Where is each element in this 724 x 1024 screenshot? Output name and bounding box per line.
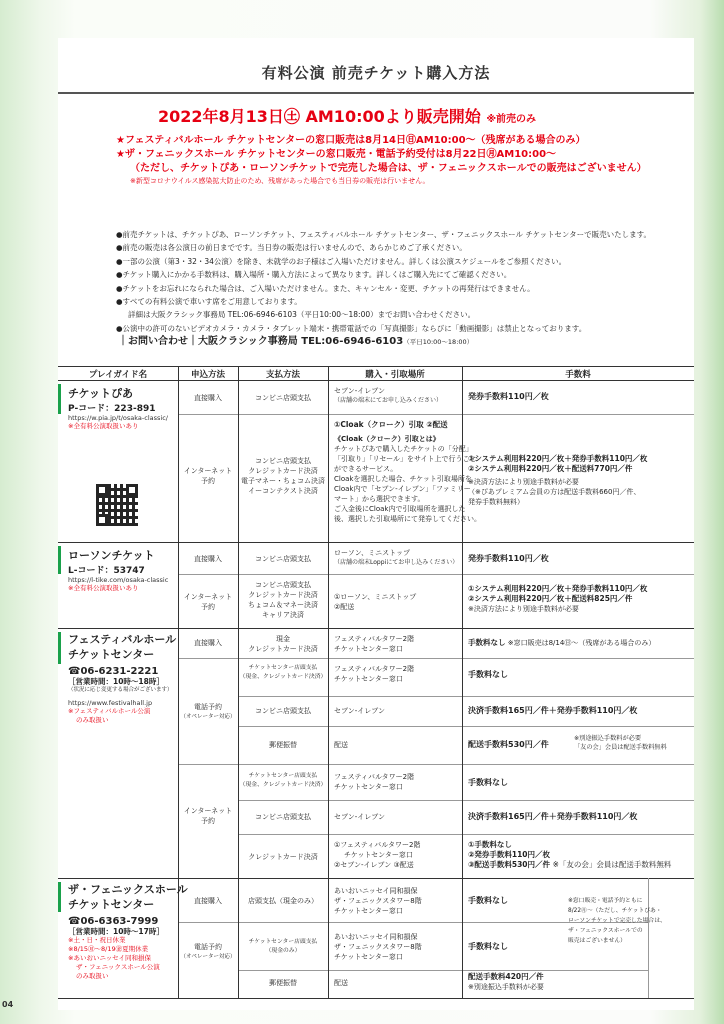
- page-header: [58, 38, 694, 94]
- payment-line: （現金、クレジットカード決済）: [239, 782, 327, 788]
- method-sub: （オペレーター対応）: [180, 714, 236, 720]
- payment-line: キャリア決済: [262, 611, 304, 619]
- payment: コンビニ店頭支払: [255, 813, 311, 821]
- fee: 配送手数料530円／件: [468, 740, 549, 749]
- page: [58, 38, 694, 1010]
- payment-line: 電子マネー・ちょコム決済: [241, 477, 325, 485]
- red-notice: ※新型コロナウイルス感染拡大防止のため、残席があった場合でも当日券の販売は行いません。: [130, 177, 430, 185]
- vendor-note: ※全有料公演取扱いあり: [68, 422, 139, 430]
- payment: クレジットカード決済: [248, 853, 318, 861]
- fee-note: [574, 734, 667, 752]
- place-line: あいおいニッセイ同和損保: [334, 887, 418, 895]
- method: 直接購入: [194, 394, 222, 402]
- payment: コンビニ店頭支払: [255, 707, 311, 715]
- place-line: フェスティバルタワー2階: [334, 635, 415, 643]
- place-line: あいおいニッセイ同和損保: [334, 933, 418, 941]
- place-line: （店舗の端末にてお申し込みください）: [334, 397, 443, 404]
- fee: [468, 840, 671, 870]
- method-line: 予約: [201, 817, 215, 825]
- method-line: 電話予約: [194, 943, 222, 951]
- vendor-lawson: [68, 548, 168, 593]
- method-line: インターネット: [183, 593, 233, 601]
- vendor-code: P-コード：223-891: [68, 404, 156, 414]
- place-line: ローソン、ミニストップ: [334, 549, 410, 557]
- place-line: チケットセンター窓口: [334, 675, 403, 683]
- fee-line: 手数料なし: [468, 638, 506, 647]
- place: [334, 548, 458, 568]
- fee: 手数料なし: [468, 942, 508, 951]
- place-line: 後、選択した引取場所にて発券してください。: [334, 515, 481, 523]
- sale-note: ※前売のみ: [486, 114, 537, 125]
- vendor-url: https://w.pia.jp/t/osaka-classic/: [68, 414, 168, 422]
- fee: 手数料なし: [468, 778, 508, 787]
- place: セブン-イレブン: [334, 707, 385, 715]
- vendor-url: https://l-tike.com/osaka-classic: [68, 576, 169, 584]
- sale-start: [158, 104, 536, 127]
- fee-line: ②システム利用料220円／枚＋配送料825円／件: [468, 594, 633, 603]
- fee: [468, 454, 647, 507]
- vendor-name-line: フェスティバルホール: [68, 633, 177, 646]
- page-number: 04: [2, 1000, 14, 1009]
- fee-note: ※決済方法により別途手数料が必要: [468, 478, 579, 486]
- vendor-hours: ［営業時間：10時～17時］: [68, 927, 164, 936]
- method: 直接購入: [194, 555, 222, 563]
- method: [178, 702, 238, 722]
- vendor-code: L-コード：53747: [68, 566, 145, 576]
- contact-line: [118, 332, 473, 347]
- payment: [238, 664, 328, 682]
- phoenix-side-note: [568, 896, 666, 946]
- payment: [238, 580, 328, 620]
- vendor-name-line: チケットセンター: [68, 648, 155, 661]
- side-note-line: 8/22㊊～（ただし、チケットぴあ・: [568, 908, 662, 914]
- payment-line: クレジットカード決済: [248, 645, 318, 653]
- place: [334, 840, 420, 870]
- place-line: チケットセンター窓口: [334, 645, 403, 653]
- bullet-list: [116, 228, 686, 335]
- place-line: ①フェスティバルタワー2階: [334, 841, 421, 849]
- vendor-name: ローソンチケット: [68, 549, 155, 562]
- bullet-item: ●すべての有料公演で車いす席をご用意しております。: [116, 297, 302, 307]
- payment: [238, 456, 328, 496]
- place: [334, 772, 414, 792]
- payment: 店頭支払（現金のみ）: [248, 897, 318, 905]
- vendor-festival: [68, 632, 176, 725]
- vendor-closed: ※8/15㊊～8/19㊎夏期休業: [68, 945, 149, 953]
- payment-line: （現金のみ）: [265, 948, 301, 954]
- place-line: セブン-イレブン: [334, 387, 385, 395]
- fee: [468, 584, 647, 614]
- payment: [238, 634, 328, 654]
- payment: コンビニ店頭支払: [255, 555, 311, 563]
- place-line: チケットセンター窓口: [334, 907, 403, 915]
- place-line: ができるサービス。: [334, 465, 398, 473]
- fee-line: ②発券手数料110円／枚: [468, 850, 551, 859]
- place-line: チケットセンター窓口: [334, 953, 403, 961]
- fee-line: [468, 860, 671, 870]
- red-notice: ★フェスティバルホール チケットセンターの窓口販売は8月14日㊐AM10:00～（残席がある場合のみ）: [116, 135, 586, 146]
- method: [178, 942, 238, 962]
- vendor-pia: [68, 386, 168, 431]
- fee-note: 発券手数料無料）: [468, 498, 524, 506]
- fee-note-line: ※別途振込手数料が必要: [574, 735, 642, 742]
- fee-note-line: 「友の会」会員は配送手数料無料: [574, 744, 667, 751]
- fee-line: ①システム利用料220円／枚＋発券手数料110円／枚: [468, 584, 648, 593]
- place: [334, 932, 422, 962]
- qr-code: [96, 484, 138, 526]
- side-note-line: ローソンチケットで完売した場合は、: [568, 918, 666, 924]
- payment-line: イーコンテクスト決済: [248, 487, 318, 495]
- place: [334, 592, 416, 612]
- vendor-tel: ☎06-6363-7999: [68, 916, 159, 927]
- place-line: 《Cloak（クローク）引取とは》: [334, 435, 440, 443]
- bullet-item: ●公演中の許可のないビデオカメラ・カメラ・タブレット端末・携帯電話での「写真撮影」ならびに「動画撮影」は禁止となっております。: [116, 323, 587, 333]
- bullet-item: ●前売の販売は各公演日の前日までです。当日券の販売は行いませんので、あらかじめご了承ください。: [116, 243, 467, 253]
- fee: 決済手数料165円／件＋発券手数料110円／枚: [468, 812, 638, 821]
- fee: 決済手数料165円／件＋発券手数料110円／枚: [468, 706, 638, 715]
- vendor-name: チケットぴあ: [68, 387, 134, 400]
- header-vendor: プレイガイド名: [88, 370, 148, 380]
- payment: 郵便振替: [269, 741, 297, 749]
- place-line: フェスティバルタワー2階: [334, 773, 415, 781]
- vendor-note: ※あいおいニッセイ同和損保: [68, 954, 151, 962]
- ticket-table: [58, 366, 694, 998]
- payment-line: チケットセンター店頭支払: [248, 665, 318, 671]
- vendor-name-line: ザ・フェニックスホール: [68, 883, 188, 896]
- vendor-hours-note: （状況に応じ変更する場合がございます）: [68, 687, 173, 693]
- contact-label: ｜お問い合わせ｜大阪クラシック事務局 TEL:06-6946-6103: [118, 336, 404, 347]
- payment: [238, 772, 328, 790]
- header-place: 購入・引取場所: [365, 370, 425, 380]
- payment-line: チケットセンター店頭支払: [248, 939, 318, 945]
- place: [334, 634, 414, 654]
- fee-line: ②システム利用料220円／枚＋配送料770円／件: [468, 464, 633, 473]
- fee-line: ①手数料なし: [468, 840, 512, 849]
- payment: コンビニ店頭支払: [255, 394, 311, 402]
- vendor-note: ※全有料公演取扱いあり: [68, 584, 139, 592]
- method-sub: （オペレーター対応）: [180, 954, 236, 960]
- payment-line: クレジットカード決済: [248, 467, 318, 475]
- bullet-item: 詳細は大阪クラシック事務局 TEL:06-6946-6103（平日10:00～18:00）までお問い合わせください。: [128, 310, 476, 320]
- fee: 発券手数料110円／枚: [468, 392, 549, 401]
- place-line: （店舗の端末Loppiにてお申し込みください）: [334, 559, 459, 566]
- place: セブン-イレブン: [334, 813, 385, 821]
- side-note-line: ※窓口販売・電話予約ともに: [568, 898, 643, 904]
- fee-note: ※別途振込手数料が必要: [468, 983, 544, 991]
- vendor-note: のみ取扱い: [76, 716, 109, 724]
- method-line: 予約: [201, 477, 215, 485]
- payment-line: コンビニ店頭支払: [255, 457, 311, 465]
- header-fee: 手数料: [565, 370, 591, 380]
- vendor-tel: ☎06-6231-2221: [68, 666, 159, 677]
- red-notice: （ただし、チケットぴあ・ローソンチケットで完売した場合は、ザ・フェニックスホールでの販売はございません）: [130, 163, 647, 174]
- payment-line: クレジットカード決済: [248, 591, 318, 599]
- header-method: 申込方法: [190, 370, 225, 380]
- bullet-item: ●チケットをお忘れになられた場合は、ご入場いただけません。また、キャンセル・変更、チケットの再発行はできません。: [116, 283, 535, 293]
- place-line: チケットぴあで購入したチケットの「分配」: [334, 445, 473, 453]
- vendor-hours: ［営業時間：10時～18時］: [68, 677, 164, 686]
- vendor-name-line: チケットセンター: [68, 898, 155, 911]
- place-line: Cloak内で「セブン-イレブン」「ファミリー: [334, 485, 471, 493]
- fee-line-text: ③配送手数料530円／件: [468, 860, 551, 869]
- fee-note: （※ぴあプレミアム会員の方は配送手数料660円／件、: [468, 488, 641, 496]
- vendor-phoenix: [68, 882, 188, 981]
- fee-note: ※窓口販売は8/14㊐～（残席がある場合のみ）: [507, 639, 656, 647]
- header-payment: 支払方法: [265, 370, 300, 380]
- place: [334, 386, 442, 406]
- vendor-note: ※フェスティバルホール公演: [68, 707, 151, 715]
- method: 直接購入: [194, 897, 222, 905]
- fee: [468, 638, 655, 648]
- place: 配送: [334, 741, 348, 749]
- payment-line: チケットセンター店頭支払: [248, 773, 318, 779]
- fee-note: ※「友の会」会員は配送手数料無料: [552, 860, 672, 869]
- payment-line: ちょコム＆マネー決済: [248, 601, 318, 609]
- vendor-url: https://www.festivalhall.jp: [68, 699, 153, 707]
- method: [178, 592, 238, 612]
- place-line: ①ローソン、ミニストップ: [334, 593, 417, 601]
- method: 直接購入: [194, 639, 222, 647]
- method: [178, 466, 238, 486]
- place-line: ②配送: [334, 603, 355, 611]
- place-line: ザ・フェニックスタワー8階: [334, 943, 422, 951]
- method-line: 予約: [201, 603, 215, 611]
- fee: [468, 972, 544, 992]
- payment-line: 現金: [276, 635, 290, 643]
- method-line: 電話予約: [194, 703, 222, 711]
- place: [334, 886, 422, 916]
- bullet-item: ●一部の公演（第3・32・34公演）を除き、未就学のお子様はご入場いただけません。詳しくは公演スケジュールをご参照ください。: [116, 256, 567, 266]
- fee: 発券手数料110円／枚: [468, 554, 549, 563]
- place-line: マート」から選択できます。: [334, 495, 425, 503]
- red-notice: ★ザ・フェニックスホール チケットセンターの窓口販売・電話予約受付は8月22日㊊AM10:00～: [116, 149, 557, 160]
- place-line: 「引取り」「リセール」をサイト上で行うこと: [334, 455, 477, 463]
- payment: [238, 938, 328, 956]
- red-notices: [116, 134, 676, 187]
- payment: 郵便振替: [269, 979, 297, 987]
- place-line: チケットセンター窓口: [334, 783, 403, 791]
- place: 配送: [334, 979, 348, 987]
- contact-hours: （平日10:00～18:00）: [403, 338, 474, 346]
- place-line: ①Cloak（クローク）引取 ②配送: [334, 420, 448, 429]
- fee-line: ①システム利用料220円／枚＋発券手数料110円／枚: [468, 454, 648, 463]
- method-line: インターネット: [183, 807, 233, 815]
- place-line: ご入金後にCloak内で引取場所を選択した: [334, 505, 466, 513]
- vendor-note: ザ・フェニックスホール公演: [76, 963, 160, 971]
- vendor-note: のみ取扱い: [76, 972, 109, 980]
- fee-note: ※決済方法により別途手数料が必要: [468, 605, 579, 613]
- page-title: 有料公演 前売チケット購入方法: [261, 64, 491, 82]
- side-note-line: ザ・フェニックスホールでの: [568, 928, 643, 934]
- fee-line: 配送手数料420円／件: [468, 972, 544, 981]
- place-line: フェスティバルタワー2階: [334, 665, 415, 673]
- vendor-closed: ※土・日・祝日休業: [68, 936, 126, 944]
- bullet-item: ●チケット購入にかかる手数料は、購入場所・購入方法によって異なります。詳しくはご購入先にてご確認ください。: [116, 270, 512, 280]
- place-line: ザ・フェニックスタワー8階: [334, 897, 422, 905]
- method-line: インターネット: [183, 467, 233, 475]
- fee: 手数料なし: [468, 896, 508, 905]
- payment-line: （現金、クレジットカード決済）: [239, 674, 327, 680]
- payment-line: コンビニ店頭支払: [255, 581, 311, 589]
- place-line: Cloakを選択した場合、チケット引取場所を: [334, 475, 472, 483]
- place: [334, 664, 414, 684]
- place: [334, 420, 481, 524]
- bullet-item: ●前売チケットは、チケットぴあ、ローソンチケット、フェスティバルホール チケットセンター、ザ・フェニックスホール チケットセンターで販売いたします。: [116, 230, 652, 239]
- place-line: チケットセンター窓口: [344, 851, 413, 859]
- sale-headline: 2022年8月13日㊏ AM10:00より販売開始: [158, 107, 481, 126]
- place-line: ②セブン-イレブン ③配送: [334, 861, 414, 869]
- method: [178, 806, 238, 826]
- side-note-line: 販売はございません）: [568, 938, 626, 944]
- fee: 手数料なし: [468, 670, 508, 679]
